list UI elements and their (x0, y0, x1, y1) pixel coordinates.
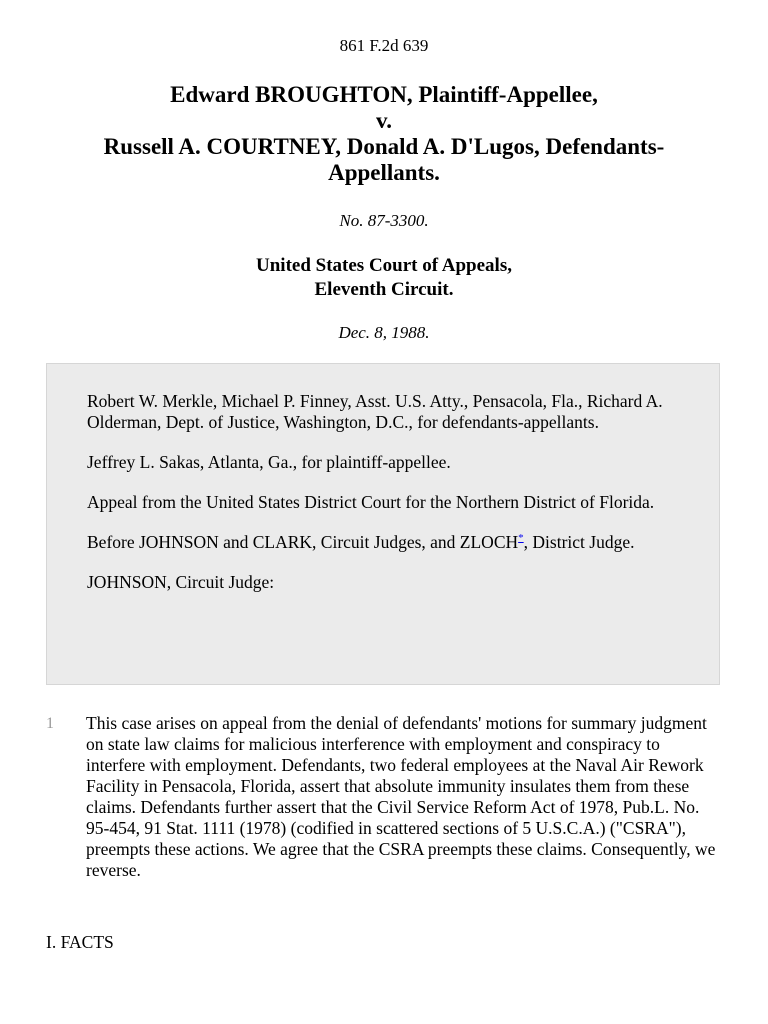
caption-defendants: Russell A. COURTNEY, Donald A. D'Lugos, Defendants- (103, 134, 665, 159)
counsel-defendants: Robert W. Merkle, Michael P. Finney, Asst. U.S. Atty., Pensacola, Fla., Richard A. Olderman, Dept. of Justice, Washington, D.C., for defendants-appellants. (87, 391, 663, 432)
counsel-panel (46, 363, 720, 685)
opinion-author: JOHNSON, Circuit Judge: (87, 572, 275, 592)
opinion-paragraph (46, 713, 736, 881)
decision-date: Dec. 8, 1988. (338, 323, 430, 342)
court-name-line2: Eleventh Circuit. (314, 279, 454, 300)
caption-plaintiff: Edward BROUGHTON, Plaintiff-Appellee, (170, 82, 598, 107)
case-citation: 861 F.2d 639 (339, 36, 429, 55)
footnote-link[interactable]: * (518, 532, 524, 545)
caption-defendants-cont: Appellants. (328, 160, 440, 185)
case-caption (40, 82, 728, 186)
section-heading-facts: I. FACTS (46, 932, 114, 952)
panel-judges-suffix: , District Judge. (523, 532, 635, 552)
panel-judges (87, 532, 681, 553)
counsel-plaintiff: Jeffrey L. Sakas, Atlanta, Ga., for plaintiff-appellee. (87, 452, 451, 472)
appeal-origin: Appeal from the United States District Court for the Northern District of Florida. (87, 492, 655, 512)
docket-number: No. 87-3300. (339, 211, 429, 230)
panel-judges-text: Before JOHNSON and CLARK, Circuit Judges, and ZLOCH (87, 532, 519, 552)
paragraph-number: 1 (46, 715, 54, 732)
court-name-line1: United States Court of Appeals, (256, 255, 512, 276)
caption-versus: v. (376, 108, 392, 133)
court-name (0, 254, 768, 302)
paragraph-text: This case arises on appeal from the denial of defendants' motions for summary judgment on state law claims for malicious interference with employment and conspiracy to interfere with employment. Defendants, two federal employees at the Naval Air Rework Facility in Pensacola, Florida, assert that absolute immunity insulates them from these claims. Defendants further assert that the Civil Service Reform Act of 1978, Pub.L. No. 95-454, 91 Stat. 1111 (1978) (codified in scattered sections of 5 U.S.C.A.) ("CSRA"), preempts these actions. We agree that the CSRA preempts these claims. Consequently, we reverse. (86, 713, 716, 880)
